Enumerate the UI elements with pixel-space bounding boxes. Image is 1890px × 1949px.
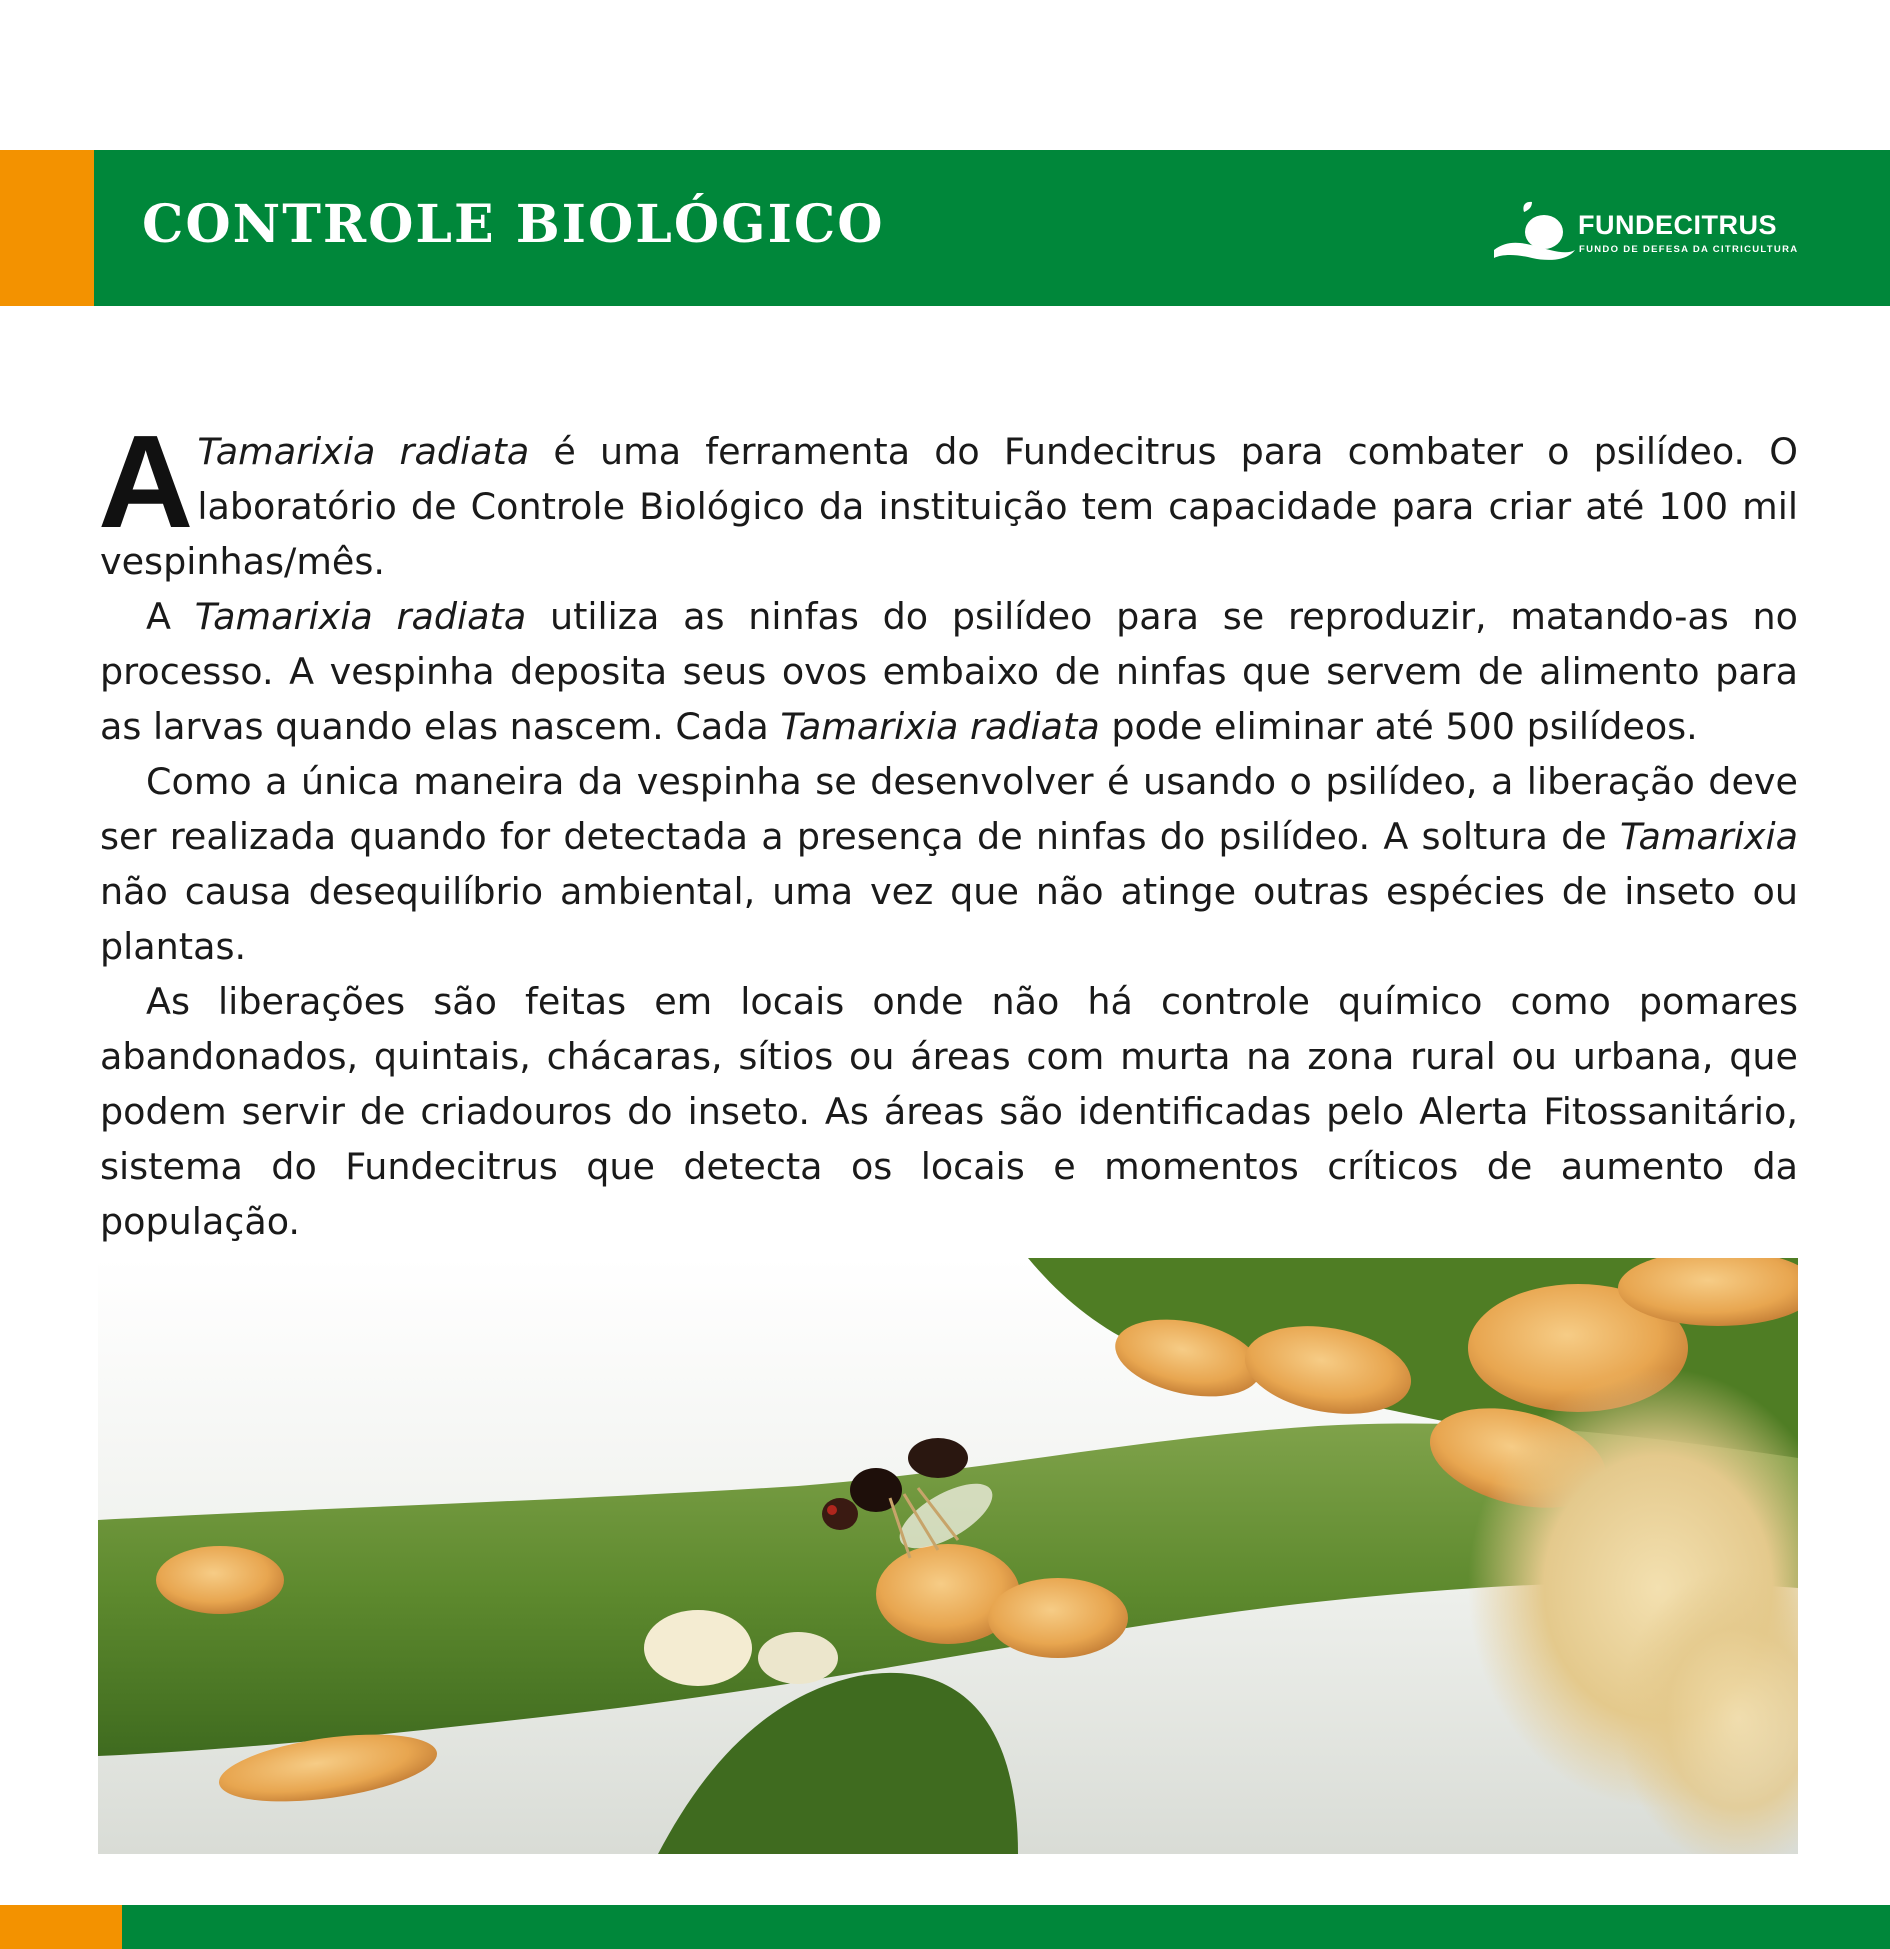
species-name: Tamarixia radiata: [780, 705, 1100, 748]
section-title: CONTROLE BIOLÓGICO: [142, 194, 885, 255]
wasp-on-nymphs-photo: [98, 1258, 1798, 1854]
species-name: Tamarixia radiata: [197, 430, 530, 473]
article-body: [98, 408, 1799, 1249]
footer-band: [0, 1905, 1890, 1949]
paragraph-1: [98, 408, 1799, 589]
paragraph-3-end: não causa desequilíbrio ambiental, uma vez que não atinge outras espécies de inseto ou plantas.: [100, 870, 1798, 968]
drop-cap: A: [98, 408, 194, 555]
paragraph-1-text: é uma ferramenta do Fundecitrus para combater o psilídeo. O laboratório de Controle Biológico da instituição tem capacidade para criar até 100 mil vespinhas/mês.: [100, 430, 1799, 583]
header-band: [0, 150, 1890, 306]
species-name: Tamarixia radiata: [194, 595, 527, 638]
photo-illustration: [98, 1258, 1798, 1854]
orange-fruit-icon: [1492, 198, 1576, 268]
genus-name: Tamarixia: [1619, 815, 1798, 858]
paragraph-4: As liberações são feitas em locais onde não há controle químico como pomares abandonados, quintais, chácaras, sítios ou áreas com murta na zona rural ou urbana, que podem servir de criadouros do inseto. As áreas são identificadas pelo Alerta Fitossanitário, sistema do Fundecitrus que detecta os locais e momentos críticos de aumento da população.: [100, 980, 1798, 1243]
paragraph-2: [100, 589, 1798, 754]
paragraph-3-start: Como a única maneira da vespinha se desenvolver é usando o psilídeo, a liberação deve ser realizada quando for detectada a presença de ninfas do psilídeo. A soltura de: [100, 760, 1798, 858]
fundecitrus-logo: [1492, 198, 1802, 268]
header-orange-accent: [0, 150, 94, 306]
paragraph-2-end: pode eliminar até 500 psilídeos.: [1099, 705, 1698, 748]
paragraph-2-start: A: [146, 595, 195, 638]
logo-tagline: FUNDO DE DEFESA DA CITRICULTURA: [1579, 244, 1799, 255]
logo-name: FUNDECITRUS: [1578, 210, 1777, 240]
paragraph-2-middle: utiliza as ninfas do psilídeo para se reproduzir, matando-as no processo. A vespinha deposita seus ovos embaixo de ninfas que servem de alimento para as larvas quando elas nascem. Cada: [100, 595, 1798, 748]
footer-orange-accent: [0, 1905, 122, 1949]
paragraph-3: [100, 754, 1798, 974]
